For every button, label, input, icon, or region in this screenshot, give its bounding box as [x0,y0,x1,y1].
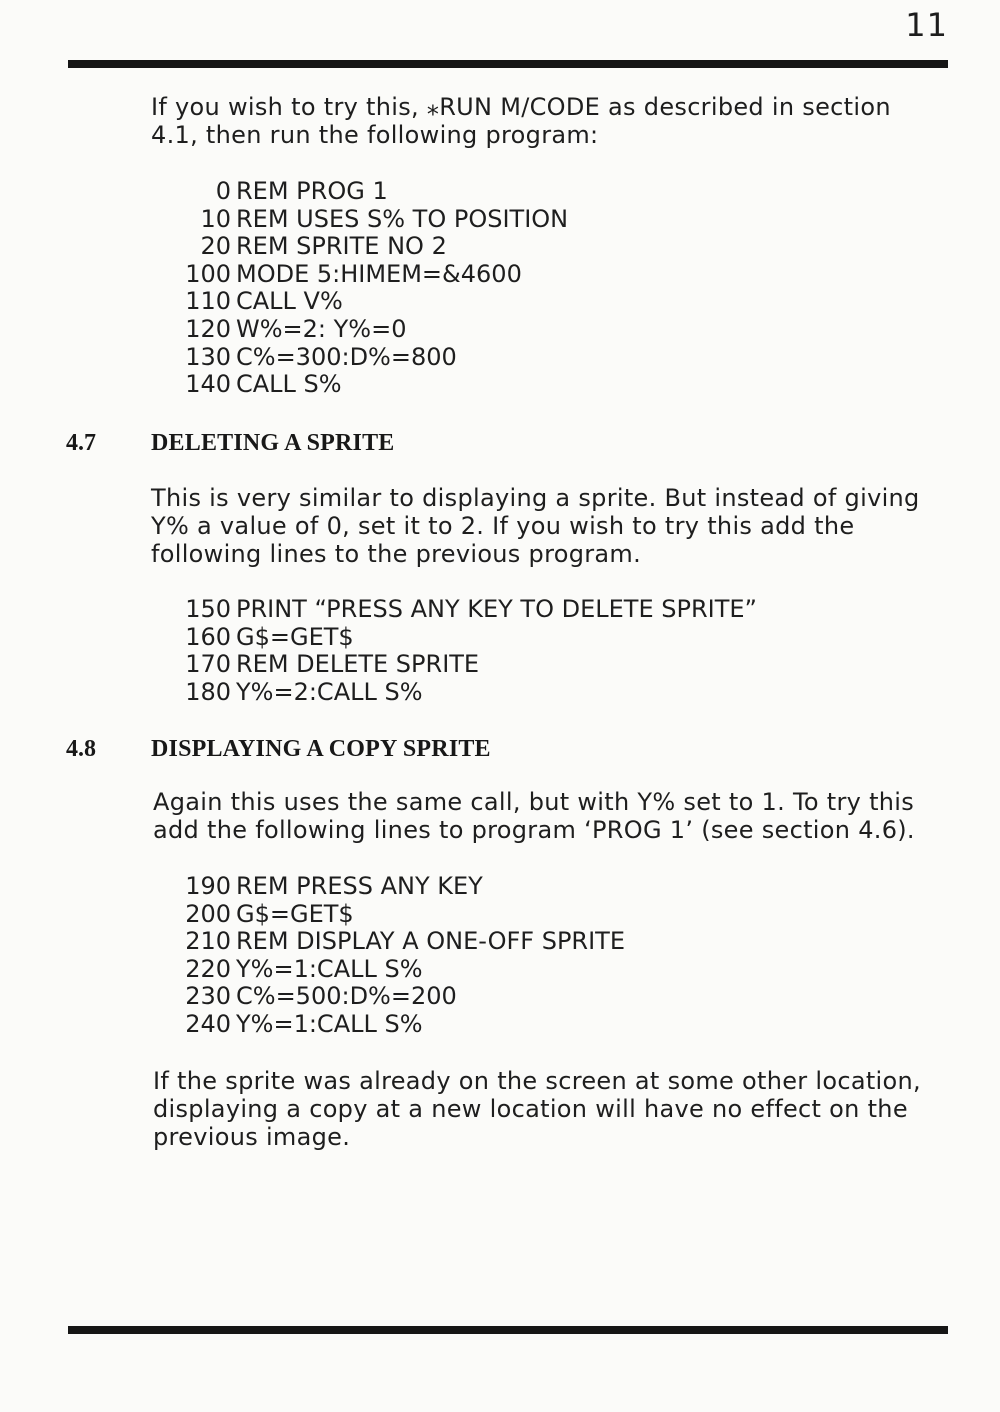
bottom-rule [68,1326,948,1334]
line-text: C%=500:D%=200 [236,982,457,1011]
line-text: REM DISPLAY A ONE-OFF SPRITE [236,927,626,956]
code-line [157,983,625,1011]
line-number: 0 [215,177,231,205]
line-text: REM USES S% TO POSITION [236,204,569,233]
line-text: Y%=2:CALL S% [236,677,423,706]
line-number: 110 [185,287,231,316]
program-listing-2 [157,596,757,706]
closing-paragraph [153,1067,948,1151]
line-number: 180 [185,677,231,706]
section-number: 4.7 [66,430,96,456]
line-text: REM PRESS ANY KEY [236,872,483,900]
section-title: DISPLAYING A COPY SPRITE [151,736,491,762]
code-line [157,371,568,399]
paragraph-line: If the sprite was already on the screen at some other location, [153,1067,921,1095]
code-line [157,233,568,261]
page-number: 11 [905,6,948,44]
paragraph-line: This is very similar to displaying a sprite. But instead of giving [151,484,920,512]
line-text: REM PROG 1 [236,177,388,205]
code-line [157,178,568,206]
code-line [157,956,625,984]
line-number: 10 [200,204,231,233]
code-line [157,344,568,372]
code-line [157,901,625,929]
line-number: 160 [185,622,231,651]
line-text: G$=GET$ [236,622,354,651]
paragraph-line: displaying a copy at a new location will have no effect on the [153,1095,908,1123]
section-heading-4-7 [66,430,394,457]
line-text: MODE 5:HIMEM=&4600 [236,259,522,288]
section-4-8-paragraph [153,788,948,844]
line-text: C%=300:D%=800 [236,342,457,371]
paragraph-line: Y% a value of 0, set it to 2. If you wish to try this add the [151,512,855,540]
line-text: CALL S% [236,370,342,399]
section-4-7-paragraph [151,484,946,568]
intro-line-1: If you wish to try this, ⁎RUN M/CODE as described in section [151,93,891,121]
line-text: REM DELETE SPRITE [236,650,480,679]
paragraph-line: Again this uses the same call, but with Y% set to 1. To try this [153,788,915,816]
line-number: 210 [185,927,231,956]
line-number: 200 [185,899,231,928]
code-line [157,679,757,707]
code-line [157,624,757,652]
line-number: 230 [185,982,231,1011]
code-line [157,288,568,316]
line-number: 220 [185,954,231,983]
section-number: 4.8 [66,736,96,762]
line-text: CALL V% [236,287,343,316]
line-text: Y%=1:CALL S% [236,1009,423,1038]
paragraph-line: following lines to the previous program. [151,540,642,568]
code-line [157,873,625,901]
line-number: 150 [185,595,231,623]
top-rule [68,60,948,68]
program-listing-3 [157,873,625,1039]
line-number: 190 [185,872,231,900]
code-line [157,651,757,679]
line-text: PRINT “PRESS ANY KEY TO DELETE SPRITE” [236,595,757,623]
section-title: DELETING A SPRITE [151,430,395,456]
line-text: Y%=1:CALL S% [236,954,423,983]
code-line [157,261,568,289]
code-line [157,206,568,234]
paragraph-line: previous image. [153,1123,351,1151]
line-number: 100 [185,259,231,288]
code-line [157,316,568,344]
code-line [157,1011,625,1039]
line-text: REM SPRITE NO 2 [236,232,447,261]
line-number: 120 [185,314,231,343]
program-listing-1 [157,178,568,399]
line-number: 140 [185,370,231,399]
line-number: 130 [185,342,231,371]
line-number: 240 [185,1009,231,1038]
line-number: 20 [200,232,231,261]
line-text: G$=GET$ [236,899,354,928]
code-line [157,928,625,956]
section-heading-4-8 [66,736,491,763]
intro-line-2: 4.1, then run the following program: [151,121,599,149]
line-number: 170 [185,650,231,679]
intro-paragraph [151,93,946,149]
paragraph-line: add the following lines to program ‘PROG 1’ (see section 4.6). [153,816,915,844]
code-line [157,596,757,624]
line-text: W%=2: Y%=0 [236,314,407,343]
